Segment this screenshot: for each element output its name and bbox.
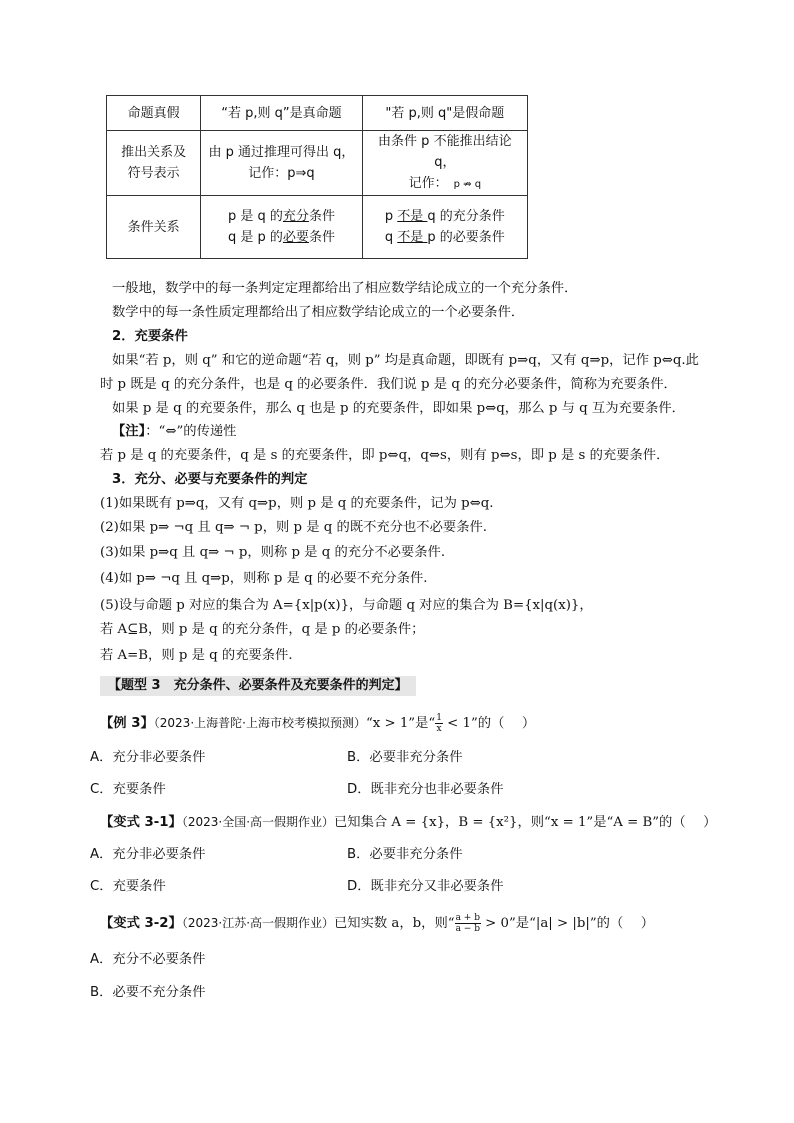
option-c[interactable]: C．充要条件 xyxy=(90,879,166,894)
question-variant-3-2: 【变式 3-2】（2023·江苏·高一假期作业）已知实数 a，b，则“ $\frac{a + b}{a - b}$ > 0”是“|a| > |b|”的（ ） xyxy=(100,913,655,934)
note-line: 【注】：“⇔”的传递性 xyxy=(112,424,237,439)
note-tag: 【注】 xyxy=(112,424,146,439)
table-header-cell: “若 p,则 q”是真命题 xyxy=(201,96,362,131)
rule-item: (3)如果 p⇒q 且 q⇒ ¬ p，则称 p 是 q 的充分不必要条件. xyxy=(100,545,446,560)
rule-item: (2)如果 p⇒ ¬q 且 q⇒ ¬ p，则 p 是 q 的既不充分也不必要条件. xyxy=(100,520,488,535)
table-row xyxy=(107,131,528,196)
rule-item: 若 A=B，则 p 是 q 的充要条件. xyxy=(100,648,293,663)
paragraph: 若 p 是 q 的充要条件，q 是 s 的充要条件，即 p⇔q，q⇔s，则有 p⇔s，即 p 是 s 的充要条件． xyxy=(100,448,670,463)
fraction: $\frac{1}{x}$ xyxy=(436,713,442,734)
option-b[interactable]: B．必要非充分条件 xyxy=(347,750,463,765)
condition-table xyxy=(106,95,528,259)
option-a[interactable]: A．充分非必要条件 xyxy=(90,847,206,862)
table-cell: p 不是 q 的充分条件 q 不是 p 的必要条件 xyxy=(362,196,527,259)
rule-item: (1)如果既有 p⇒q，又有 q⇒p，则 p 是 q 的充要条件，记为 p⇔q. xyxy=(100,496,494,511)
table-header-row xyxy=(107,96,528,131)
table-header-cell: 命题真假 xyxy=(107,96,201,131)
rule-item: (5)设与命题 p 对应的集合为 A={x|p(x)}，与命题 q 对应的集合为 B={x|q(x)}， xyxy=(100,598,593,613)
table-cell: 由 p 通过推理可得出 q， 记作：p⇒q xyxy=(201,131,362,196)
paragraph: 一般地，数学中的每一条判定定理都给出了相应数学结论成立的一个充分条件． xyxy=(112,281,578,296)
option-d[interactable]: D．既非充分也非必要条件 xyxy=(347,782,504,797)
option-a[interactable]: A．充分非必要条件 xyxy=(90,750,206,765)
paragraph: 如果“若 p，则 q” 和它的逆命题“若 q，则 p” 均是真命题，即既有 p⇒q，又有 q⇒p，记作 p⇔q.此 xyxy=(112,353,699,368)
table-cell: p 是 q 的充分条件 q 是 p 的必要条件 xyxy=(201,196,362,259)
table-header-cell: "若 p,则 q"是假命题 xyxy=(362,96,527,131)
rule-item: (4)如 p⇒ ¬q 且 q⇒p，则称 p 是 q 的必要不充分条件. xyxy=(100,571,428,586)
table-cell: 推出关系及 符号表示 xyxy=(107,131,201,196)
section-heading: 3．充分、必要与充要条件的判定 xyxy=(112,472,308,487)
paragraph: 数学中的每一条性质定理都给出了相应数学结论成立的一个必要条件． xyxy=(112,305,525,320)
question-example-3: 【例 3】（2023·上海普陀·上海市校考模拟预测）“x > 1”是“ $\frac{1}{x}$ < 1”的（ ） xyxy=(100,713,536,734)
option-b[interactable]: B．必要非充分条件 xyxy=(347,847,463,862)
option-d[interactable]: D．既非充分又非必要条件 xyxy=(347,879,504,894)
table-row xyxy=(107,196,528,259)
table-cell: 由条件 p 不能推出结论 q， 记作： p ⇏ q xyxy=(362,131,527,196)
paragraph: 如果 p 是 q 的充要条件，那么 q 也是 p 的充要条件，即如果 p⇔q，那么 p 与 q 互为充要条件． xyxy=(112,401,685,416)
section-heading: 2．充要条件 xyxy=(112,329,188,344)
paragraph: 时 p 既是 q 的充分条件，也是 q 的必要条件．我们说 p 是 q 的充分必要条件，简称为充要条件． xyxy=(100,377,677,392)
option-b[interactable]: B．必要不充分条件 xyxy=(90,985,206,1000)
question-variant-3-1: 【变式 3-1】（2023·全国·高一假期作业）已知集合 A = {x}，B = {x²}，则“x = 1”是“A = B”的（ ） xyxy=(100,815,717,830)
not-implies-symbol: p ⇏ q xyxy=(453,179,482,190)
fraction: $\frac{a + b}{a - b}$ xyxy=(455,913,480,934)
table-cell: 条件关系 xyxy=(107,196,201,259)
question-type-banner: 【题型 3 充分条件、必要条件及充要条件的判定】 xyxy=(100,676,416,696)
option-a[interactable]: A．充分不必要条件 xyxy=(90,952,206,967)
rule-item: 若 A⊆B，则 p 是 q 的充分条件，q 是 p 的必要条件； xyxy=(100,622,425,637)
option-c[interactable]: C．充要条件 xyxy=(90,782,166,797)
